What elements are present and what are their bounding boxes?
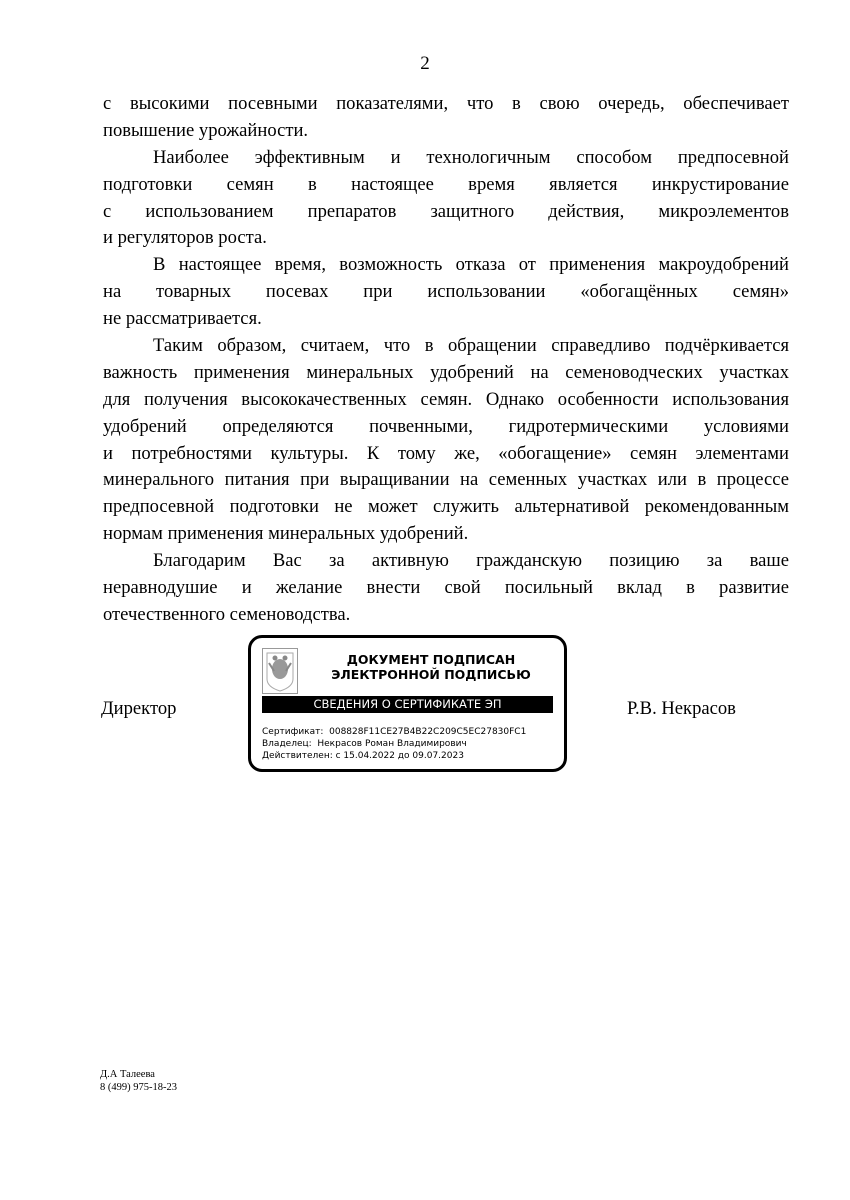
text-line: на товарных посевах при использовании «обогащённых семян» bbox=[103, 281, 789, 303]
text-line: не рассматривается. bbox=[103, 308, 262, 330]
certificate-number: Сертификат: 008828F11CE27B4B22C209C5EC27830FC1 bbox=[262, 727, 527, 737]
coat-of-arms-icon bbox=[262, 648, 298, 694]
paragraph bbox=[103, 91, 789, 145]
text-line: с использованием препаратов защитного действия, микроэлементов bbox=[103, 200, 789, 222]
executor-info bbox=[100, 1068, 177, 1094]
text-line: предпосевной подготовки не может служить альтернативой рекомендованным bbox=[103, 496, 789, 518]
stamp-title-line1: ДОКУМЕНТ ПОДПИСАН bbox=[346, 652, 516, 667]
stamp-title-line2: ЭЛЕКТРОННОЙ ПОДПИСЬЮ bbox=[331, 667, 531, 682]
executor-name: Д.А Талеева bbox=[100, 1069, 155, 1080]
text-line: неравнодушие и желание внести свой посильный вклад в развитие bbox=[103, 577, 789, 599]
paragraph bbox=[103, 145, 789, 253]
text-line: Таким образом, считаем, что в обращении справедливо подчёркивается bbox=[153, 335, 789, 357]
certificate-validity: Действителен: с 15.04.2022 до 09.07.2023 bbox=[262, 751, 464, 761]
certificate-owner: Владелец: Некрасов Роман Владимирович bbox=[262, 739, 467, 749]
signer-name: Р.В. Некрасов bbox=[627, 698, 736, 719]
text-line: подготовки семян в настоящее время является инкрустирование bbox=[103, 173, 789, 195]
certificate-info-bar: СВЕДЕНИЯ О СЕРТИФИКАТЕ ЭП bbox=[262, 696, 553, 713]
electronic-signature-stamp bbox=[248, 635, 567, 772]
text-line: важность применения минеральных удобрений на семеноводческих участках bbox=[103, 361, 789, 383]
text-line: минерального питания при выращивании на семенных участках или в процессе bbox=[103, 469, 789, 491]
letter-body bbox=[103, 91, 789, 629]
text-line: отечественного семеноводства. bbox=[103, 603, 351, 625]
text-line: повышение урожайности. bbox=[103, 119, 309, 141]
stamp-title bbox=[306, 652, 556, 682]
paragraph bbox=[103, 333, 789, 548]
paragraph bbox=[103, 252, 789, 333]
executor-phone: 8 (499) 975-18-23 bbox=[100, 1082, 177, 1093]
paragraph bbox=[103, 548, 789, 629]
text-line: с высокими посевными показателями, что в свою очередь, обеспечивает bbox=[103, 93, 789, 114]
text-line: Благодарим Вас за активную гражданскую позицию за ваше bbox=[153, 550, 789, 572]
text-line: Наиболее эффективным и технологичным способом предпосевной bbox=[153, 146, 789, 168]
text-line: удобрений определяются почвенными, гидротермическими условиями bbox=[103, 415, 789, 437]
text-line: и регуляторов роста. bbox=[103, 227, 267, 249]
page-number: 2 bbox=[420, 53, 430, 74]
text-line: для получения высококачественных семян. Однако особенности использования bbox=[103, 388, 789, 410]
text-line: нормам применения минеральных удобрений. bbox=[103, 523, 469, 545]
text-line: В настоящее время, возможность отказа от применения макроудобрений bbox=[153, 254, 789, 276]
signer-position: Директор bbox=[101, 698, 177, 719]
text-line: и потребностями культуры. К тому же, «обогащение» семян элементами bbox=[103, 442, 789, 464]
